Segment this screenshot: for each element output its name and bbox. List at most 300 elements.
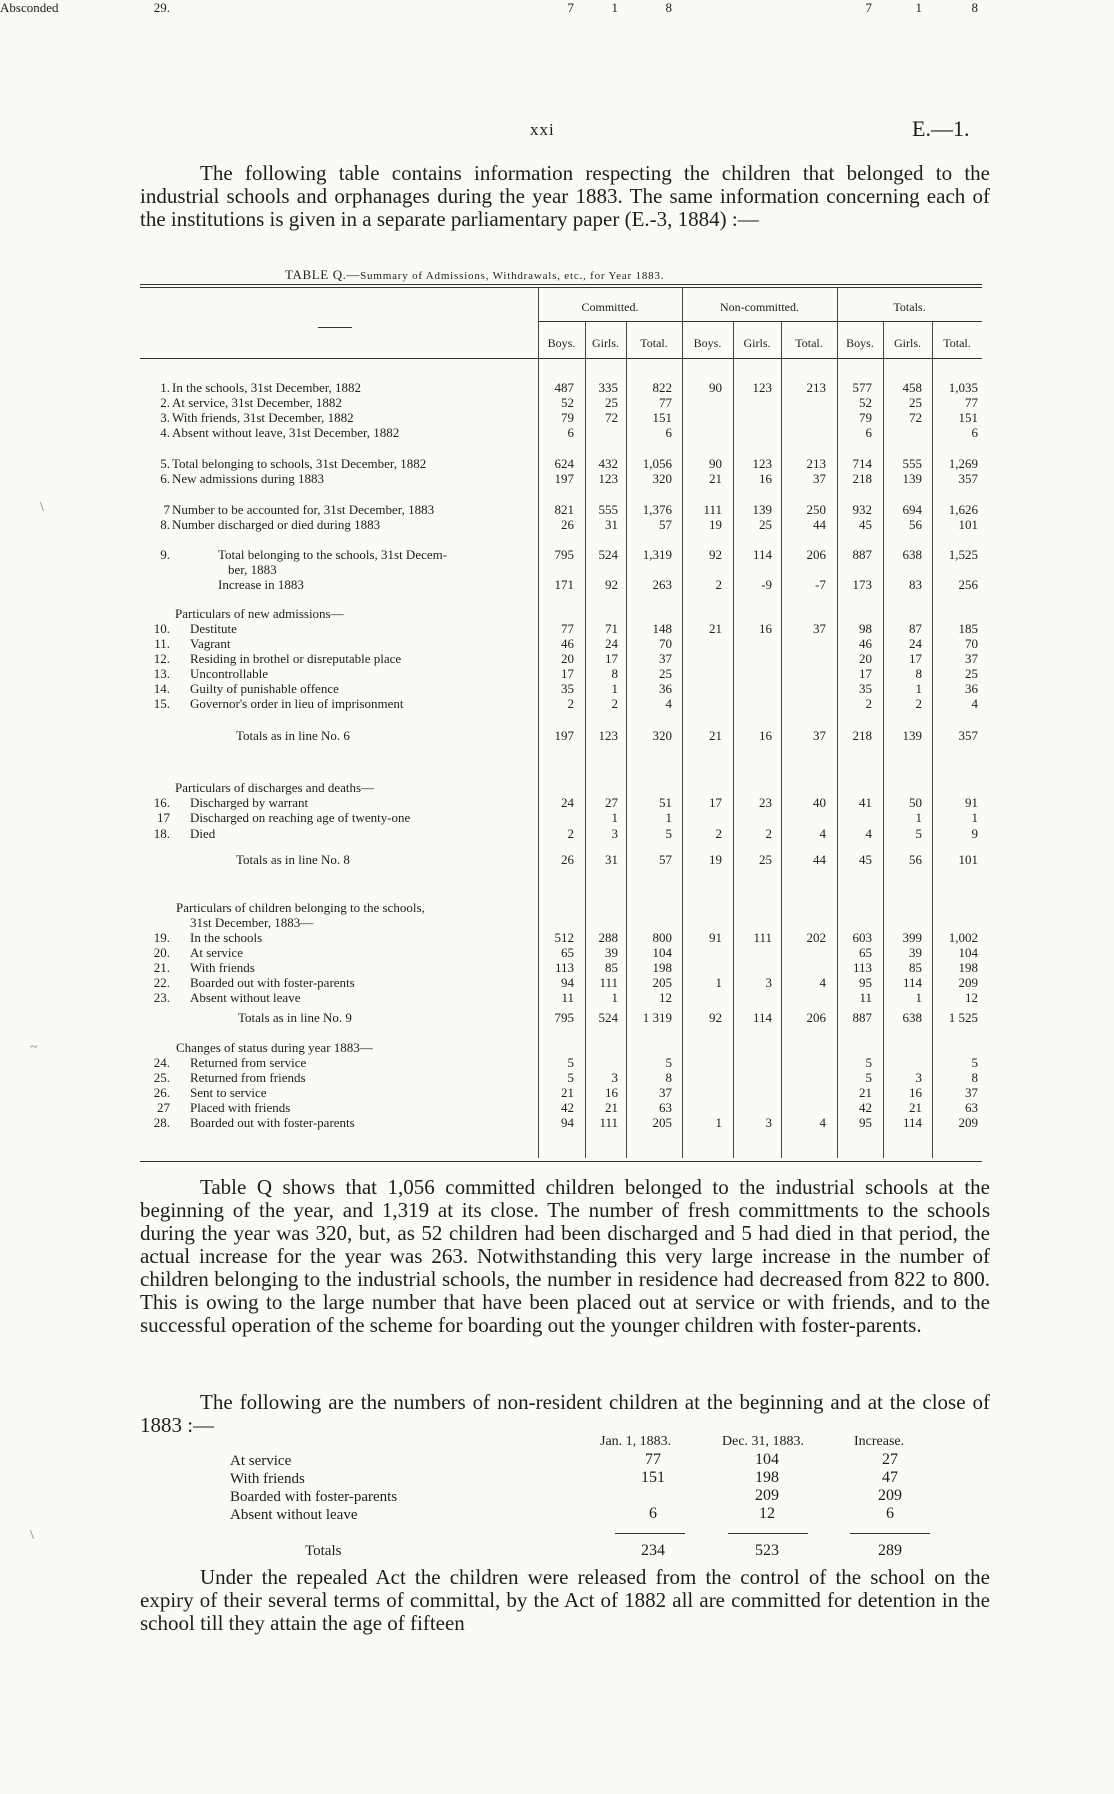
table-cell: 1 [915,681,922,696]
table-cell: 555 [598,502,618,517]
table-cell: 555 [902,456,922,471]
table-cell: 1,269 [948,456,978,471]
table-cell: 45 [859,852,872,867]
summary-header-dec: Dec. 31, 1883. [722,1434,805,1449]
table-cell: 19 [709,517,722,532]
table-cell: 45 [859,517,872,532]
table-cell: 3 [611,826,618,841]
table-cell: 31 [605,852,618,867]
table-cell: 2 [611,696,618,711]
row-label: Particulars of discharges and deaths— [175,780,375,795]
table-cell: 11 [859,990,872,1005]
row-label: Boarded out with foster-parents [190,1115,355,1130]
table-cell: 8 [915,666,922,681]
summary-cell: 209 [755,1487,779,1504]
table-cell: 1 [715,975,722,990]
row-label: At service, 31st December, 1882 [172,395,342,410]
table-cell: 822 [652,380,672,395]
table-cell: 46 [561,636,574,651]
table-cell: 1 319 [642,1010,672,1025]
table-cell: 24 [605,636,618,651]
table-top-rule [140,284,982,285]
table-cell: 57 [659,852,672,867]
table-row [0,395,1114,411]
table-row [0,577,1114,593]
table-cell: 5 [567,1055,574,1070]
table-cell: 139 [902,728,922,743]
table-cell: 123 [752,456,772,471]
table-cell: 7 [865,0,872,15]
subhead: Girls. [894,336,921,350]
row-label: Died [190,826,216,841]
table-cell: 77 [561,621,574,636]
table-cell: 5 [665,1055,672,1070]
summary-cell: 6 [886,1505,894,1522]
table-cell: 8 [971,0,978,15]
row-label: Number discharged or died during 1883 [172,517,381,532]
group-rule [538,321,982,322]
table-cell: 114 [902,975,922,990]
table-cell: 57 [659,517,672,532]
table-cell: 25 [759,517,772,532]
table-cell: 4 [665,696,672,711]
table-cell: 77 [965,395,978,410]
table-cell: 6 [865,425,872,440]
intro-text: The following table contains information respecting the children that belonged to the industrial schools and orphanages during the year 1883. The same information concerning each of the institutions is given in a separate parliamentary paper (E.-3, 1884) :— [140,161,990,231]
table-cell: 65 [561,945,574,960]
table-cell: 111 [599,1115,618,1130]
table-cell: 70 [965,636,978,651]
table-cell: 6 [665,425,672,440]
table-row [0,1010,1114,1026]
table-cell: 5 [567,1070,574,1085]
row-label: At service [190,945,244,960]
table-cell: 139 [902,471,922,486]
table-cell: 20 [561,651,574,666]
table-row [0,780,1114,796]
table-cell: 25 [909,395,922,410]
table-cell: 139 [752,502,772,517]
table-cell: 111 [753,930,772,945]
table-cell: 21 [561,1085,574,1100]
row-number: 4. [160,425,170,440]
table-cell: 94 [561,1115,574,1130]
row-number: 27 [157,1100,170,1115]
subhead: Total. [640,336,668,350]
table-cell: 288 [598,930,618,945]
table-cell: 821 [554,502,574,517]
subhead: Total. [795,336,823,350]
table-cell: 8 [611,666,618,681]
summary-row-label: Boarded with foster-parents [230,1489,398,1505]
table-cell: 5 [971,1055,978,1070]
table-cell: 92 [605,577,618,592]
table-cell: 20 [859,651,872,666]
table-cell: 101 [958,852,978,867]
row-label: Governor's order in lieu of imprisonment [190,696,404,711]
table-cell: 111 [599,975,618,990]
summary-sum-rule [850,1533,930,1534]
table-cell: 432 [598,456,618,471]
table-cell: 1 [611,0,618,15]
margin-mark: \ [40,500,44,515]
table-cell: 151 [652,410,672,425]
table-row [0,651,1114,667]
row-label: Number to be accounted for, 31st December, 1883 [172,502,435,517]
row-number: 8. [160,517,170,532]
table-cell: 218 [852,728,872,743]
table-cell: 37 [813,728,826,743]
table-bottom-rule [140,1161,982,1162]
row-label: In the schools, 31st December, 1882 [172,380,362,395]
table-cell: 603 [852,930,872,945]
subhead: Girls. [592,336,619,350]
table-cell: 932 [852,502,872,517]
table-cell: 171 [554,577,574,592]
table-cell: 41 [859,795,872,810]
row-number: 25. [153,1070,170,1085]
table-row [0,990,1114,1006]
table-cell: 1,319 [642,547,672,562]
table-cell: 205 [652,1115,672,1130]
table-row [0,900,1114,916]
table-cell: 4 [819,826,826,841]
table-cell: 4 [865,826,872,841]
document-code: E.—1. [912,116,970,141]
table-row [0,1040,1114,1056]
subhead: Girls. [743,336,771,350]
row-number: 23. [153,990,170,1005]
row-number: 9. [160,547,170,562]
table-cell: 1,376 [642,502,672,517]
summary-cell: 104 [755,1451,779,1468]
table-cell: 91 [709,930,722,945]
table-row [0,728,1114,744]
table-cell: 173 [852,577,872,592]
table-cell: 148 [652,621,672,636]
table-cell: 1 [915,810,922,825]
row-label: Absconded [0,0,59,15]
table-top-rule-2 [140,287,982,288]
table-cell: 36 [659,681,672,696]
row-number: 3. [160,410,170,425]
table-cell: 17 [605,651,618,666]
table-row [0,852,1114,868]
table-cell: 399 [902,930,922,945]
table-cell: 12 [965,990,978,1005]
row-label: Uncontrollable [190,666,268,681]
subhead: Boys. [547,336,576,350]
table-cell: 37 [965,651,978,666]
table-cell: 8 [665,1070,672,1085]
table-cell: 1,056 [642,456,672,471]
table-cell: 2 [765,826,772,841]
table-cell: 101 [958,517,978,532]
table-row [0,425,1114,441]
table-cell: 1 [971,810,978,825]
table-cell: 50 [909,795,922,810]
body-paragraph-1 [140,1176,990,1337]
table-cell: 113 [554,960,574,975]
row-label: Particulars of children belonging to the schools, [176,900,425,915]
body-paragraph-3 [140,1566,990,1635]
table-cell: 5 [665,826,672,841]
table-cell: 114 [902,1115,922,1130]
table-cell: 79 [561,410,574,425]
table-cell: 37 [813,621,826,636]
row-label: Absent without leave [190,990,301,1005]
table-cell: -7 [815,577,826,592]
table-cell: 2 [715,826,722,841]
table-cell: 91 [965,795,978,810]
table-cell: 206 [806,547,826,562]
table-cell: 17 [859,666,872,681]
table-cell: 4 [819,1115,826,1130]
summary-header-jan: Jan. 1, 1883. [600,1434,672,1449]
row-label: 31st December, 1883— [190,915,314,930]
table-cell: 1 [611,810,618,825]
table-cell: 39 [605,945,618,960]
table-cell: 1 [715,1115,722,1130]
subhead: Boys. [846,336,874,350]
row-label: Guilty of punishable offence [190,681,339,696]
table-cell: 320 [652,471,672,486]
table-cell: 44 [813,852,826,867]
page-number: xxi [530,120,555,139]
table-cell: 25 [605,395,618,410]
row-label: Sent to service [190,1085,267,1100]
table-cell: 63 [965,1100,978,1115]
table-caption-main: TABLE Q.— [285,267,361,282]
table-cell: 206 [806,1010,826,1025]
table-cell: 51 [659,795,672,810]
table-cell: 185 [958,621,978,636]
table-cell: 90 [709,456,722,471]
table-row [0,960,1114,976]
row-number: 5. [160,456,170,471]
intro-paragraph [140,162,990,231]
table-row [0,826,1114,842]
table-cell: 42 [859,1100,872,1115]
margin-mark: \ [30,1528,34,1543]
table-cell: 524 [598,547,618,562]
table-cell: 213 [806,456,826,471]
table-row [0,1055,1114,1071]
row-label: Returned from service [190,1055,307,1070]
table-row [0,547,1114,563]
table-row [0,945,1114,961]
row-number: 6. [160,471,170,486]
table-cell: 218 [852,471,872,486]
row-label: Destitute [190,621,237,636]
subhead: Total. [943,336,971,350]
table-row [0,975,1114,991]
table-cell: 209 [958,1115,978,1130]
row-label: Particulars of new admissions— [175,606,344,621]
row-label: Vagrant [190,636,231,651]
table-cell: 92 [709,1010,722,1025]
table-row [0,930,1114,946]
table-cell: 3 [915,1070,922,1085]
row-number: 18. [153,826,170,841]
table-cell: 21 [605,1100,618,1115]
table-cell: 209 [958,975,978,990]
table-caption [285,267,664,283]
table-cell: 11 [561,990,574,1005]
table-cell: 44 [813,517,826,532]
summary-sum-rule [728,1533,808,1534]
table-cell: 72 [605,410,618,425]
table-cell: 5 [865,1055,872,1070]
table-cell: 357 [958,471,978,486]
table-cell: 72 [909,410,922,425]
summary-cell: 198 [755,1469,779,1486]
table-cell: 256 [958,577,978,592]
table-row [0,666,1114,682]
row-label: Absent without leave, 31st December, 1882 [172,425,400,440]
table-cell: 111 [703,502,722,517]
table-cell: 37 [659,1085,672,1100]
table-cell: 17 [561,666,574,681]
table-row [0,681,1114,697]
table-cell: 887 [852,1010,872,1025]
table-cell: 25 [965,666,978,681]
group-header-non-committed: Non-committed. [720,300,799,314]
table-cell: 2 [567,696,574,711]
table-cell: 4 [971,696,978,711]
table-row [0,1070,1114,1086]
table-cell: 1 525 [948,1010,978,1025]
row-number: 28. [153,1115,170,1130]
row-label: Increase in 1883 [218,577,304,592]
row-number: 14. [153,681,170,696]
row-number: 13. [153,666,170,681]
table-cell: 21 [709,728,722,743]
row-number: 24. [153,1055,170,1070]
row-number: 17 [157,810,170,825]
body-paragraph-2 [140,1391,990,1437]
row-number: 1. [160,380,170,395]
table-cell: 512 [554,930,574,945]
table-cell: 21 [859,1085,872,1100]
table-cell: 5 [915,826,922,841]
table-cell: 37 [659,651,672,666]
row-label: Totals as in line No. 6 [236,728,350,743]
table-cell: 3 [765,975,772,990]
table-cell: 320 [652,728,672,743]
table-cell: 16 [759,728,772,743]
table-cell: 98 [859,621,872,636]
table-cell: 8 [665,0,672,15]
summary-row-label: Absent without leave [230,1507,358,1523]
table-cell: 198 [958,960,978,975]
row-number: 26. [153,1085,170,1100]
table-cell: 17 [709,795,722,810]
table-cell: 95 [859,1115,872,1130]
table-cell: 36 [965,681,978,696]
table-cell: 35 [561,681,574,696]
row-label: New admissions during 1883 [172,471,325,486]
table-cell: 83 [909,577,922,592]
table-cell: 8 [971,1070,978,1085]
table-cell: 335 [598,380,618,395]
summary-cell: 209 [878,1487,902,1504]
row-label: Placed with friends [190,1100,291,1115]
table-row [0,562,1114,578]
table-cell: 16 [759,621,772,636]
table-cell: 1 [665,810,672,825]
table-cell: 24 [909,636,922,651]
table-cell: 357 [958,728,978,743]
table-cell: 524 [598,1010,618,1025]
table-cell: 71 [605,621,618,636]
table-cell: 23 [759,795,772,810]
table-row [0,471,1114,487]
table-cell: 197 [554,728,574,743]
body-text-1: Table Q shows that 1,056 committed children belonged to the industrial schools at the beginning of the year, and 1,319 at its close. The number of fresh committments to the schools during the year was 320, but, as 52 children had been discharged and 5 had died in that period, the actual increase for the year was 263. Notwithstanding this very large increase in the number of children belonging to the industrial schools, the number in residence had decreased from 822 to 800. This is owing to the large number that have been placed out at service or with friends, and to the successful operation of the scheme for boarding out the younger children with foster-parents. [140,1175,990,1337]
table-cell: 2 [715,577,722,592]
table-cell: 458 [902,380,922,395]
table-cell: 63 [659,1100,672,1115]
subhead: Boys. [693,336,722,350]
summary-total-jan: 234 [641,1542,665,1559]
row-label: Total belonging to schools, 31st December, 1882 [172,456,427,471]
row-label: Residing in brothel or disreputable place [190,651,402,666]
table-row [0,696,1114,712]
table-cell: 94 [561,975,574,990]
table-cell: 638 [902,1010,922,1025]
table-cell: 46 [859,636,872,651]
stub-dash [318,327,352,328]
row-label: ber, 1883 [228,562,277,577]
table-cell: 90 [709,380,722,395]
table-cell: 714 [852,456,872,471]
group-header-committed: Committed. [581,300,639,314]
table-cell: 87 [909,621,922,636]
table-row [0,456,1114,472]
row-number: 7 [163,502,170,517]
table-cell: 39 [909,945,922,960]
row-label: Discharged on reaching age of twenty-one [190,810,411,825]
summary-cell: 6 [649,1505,657,1522]
table-cell: 577 [852,380,872,395]
row-label: Totals as in line No. 8 [236,852,350,867]
table-cell: 250 [806,502,826,517]
table-cell: 21 [909,1100,922,1115]
summary-row-label: With friends [230,1471,305,1487]
table-cell: 487 [554,380,574,395]
table-cell: 104 [652,945,672,960]
summary-cell: 27 [882,1451,898,1468]
table-cell: 123 [598,728,618,743]
table-cell: 6 [971,425,978,440]
table-cell: 113 [852,960,872,975]
table-cell: 795 [554,547,574,562]
table-row [0,1115,1114,1131]
table-cell: 19 [709,852,722,867]
table-cell: 24 [561,795,574,810]
body-text-3: Under the repealed Act the children were released from the control of the school on the expiry of their several terms of committal, by the Act of 1882 all are committed for detention in the school till they attain the age of fifteen [140,1565,990,1635]
table-cell: 25 [759,852,772,867]
table-row [0,380,1114,396]
table-cell: 1 [611,681,618,696]
row-number: 20. [153,945,170,960]
table-cell: 1 [915,990,922,1005]
table-cell: 85 [909,960,922,975]
table-cell: 2 [915,696,922,711]
table-cell: 85 [605,960,618,975]
summary-sum-rule [615,1533,685,1534]
